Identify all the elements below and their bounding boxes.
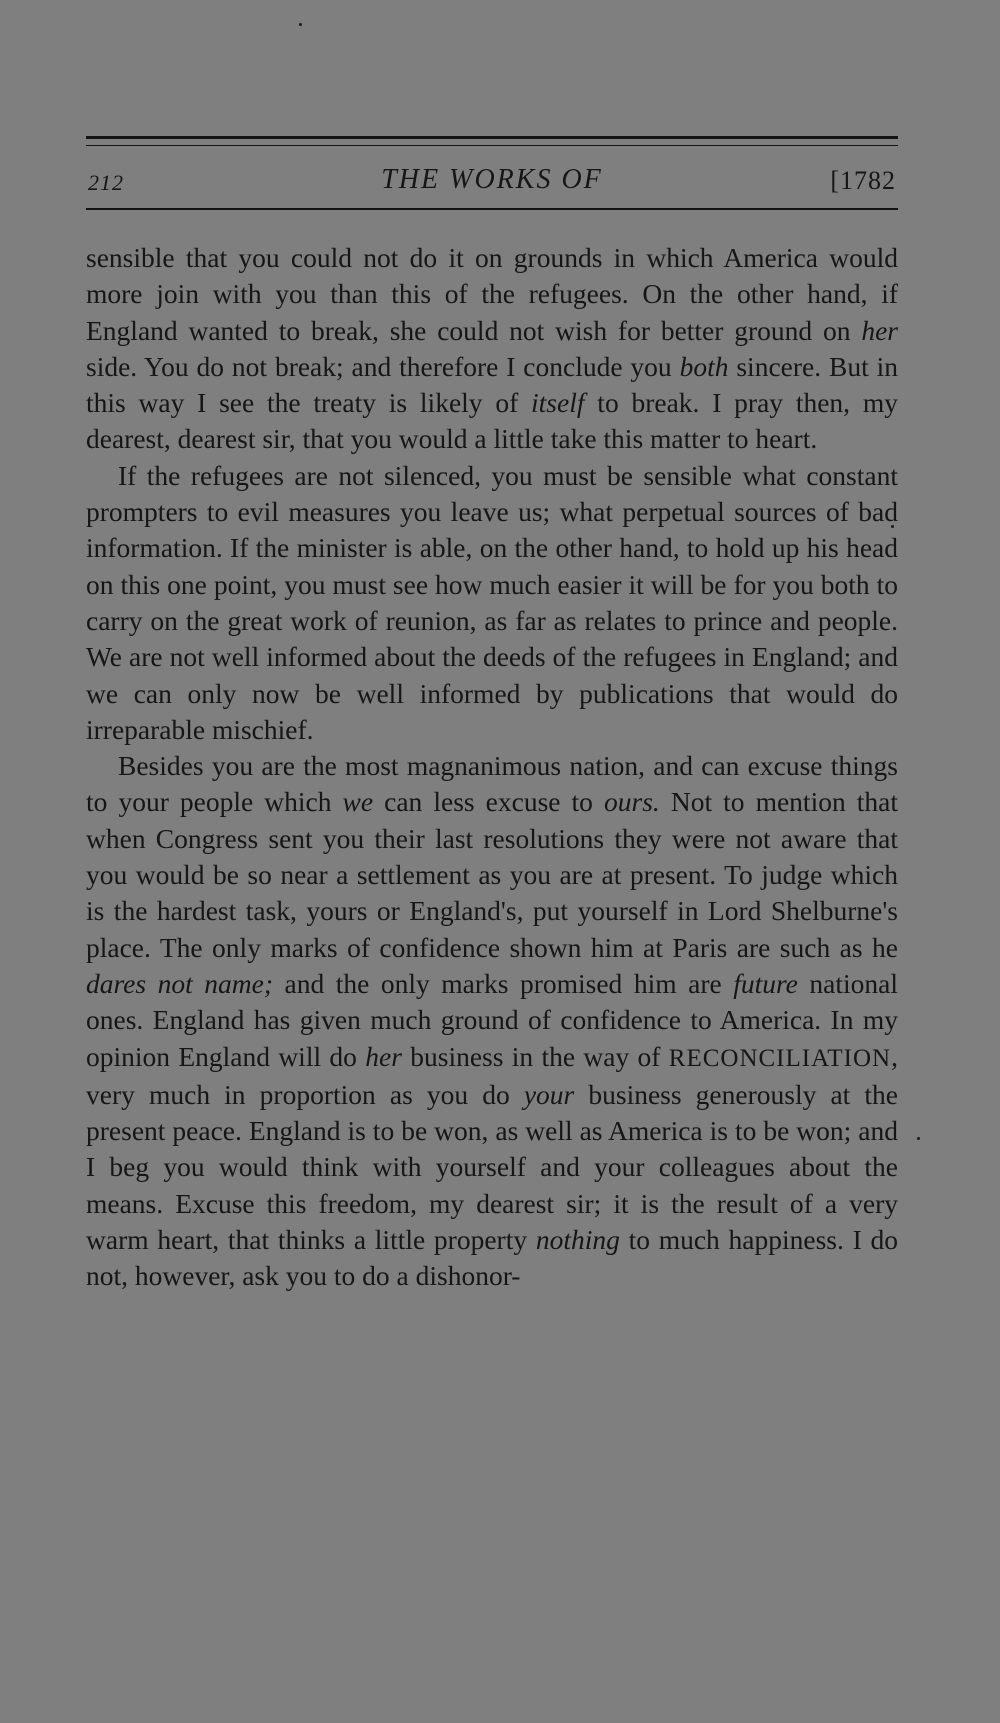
- italic-emphasis: nothing: [535, 1224, 620, 1256]
- paragraph: [86, 458, 898, 748]
- text-run: national ones. England has given much ground of confidence to America. In my opinion England will do: [86, 967, 898, 1072]
- text-run: Not to mention that when Congress sent you their last resolutions they were not aware that you would be so near a settlement as you are at present. To judge which is the hardest task, yours or England's, put yourself in Lord Shelburne's place. The only marks of confidence shown him at Paris are such as he: [86, 786, 899, 963]
- italic-emphasis: ours.: [604, 786, 660, 818]
- page-number: 212: [88, 170, 124, 195]
- year-marker: [1782: [830, 166, 896, 195]
- text-run: sincere. But in this way I see the treaty is likely of: [86, 350, 898, 419]
- body-text: [86, 240, 898, 1295]
- italic-emphasis: itself: [531, 387, 585, 419]
- small-caps-text: RECONCILIATION: [668, 1044, 892, 1072]
- header-rule-thick: [86, 136, 898, 139]
- text-run: to break. I pray then, my dearest, dearest sir, that you would a little take this matter to heart.: [86, 387, 898, 455]
- running-title: THE WORKS OF: [381, 164, 603, 195]
- text-run: business generously at the present peace. England is to be won, as well as America is to be won; and I beg you would think with yourself and your colleagues about the means. Excuse this freedom, my dearest sir; it is the result of a very warm heart, that thinks a little property: [86, 1078, 898, 1256]
- italic-emphasis: her: [365, 1040, 402, 1072]
- book-page: [86, 136, 898, 1295]
- italic-emphasis: her: [861, 314, 898, 346]
- ink-speck: [299, 23, 302, 26]
- text-run: and the only marks promised him are: [272, 967, 734, 999]
- text-run: sensible that you could not do it on grounds in which America would more join with you than this of the refugees. On the other hand, if England wanted to break, she could not wish for better ground on: [86, 242, 898, 346]
- header-rule-bottom: [86, 208, 898, 210]
- italic-emphasis: future: [733, 967, 798, 999]
- text-run: can less excuse to: [373, 786, 604, 818]
- italic-emphasis: both: [679, 350, 729, 382]
- text-run: , very much in proportion as you do: [86, 1040, 898, 1110]
- italic-emphasis: your: [523, 1078, 575, 1110]
- running-head: [86, 160, 898, 206]
- text-run: business in the way of: [401, 1040, 669, 1072]
- paragraph: [86, 748, 898, 1294]
- text-run: Besides you are the most magnanimous nation, and can excuse things to your people which: [86, 750, 898, 818]
- text-run: side. You do not break; and therefore I conclude you: [86, 350, 680, 382]
- italic-emphasis: dares not name;: [86, 967, 273, 999]
- paragraph: [86, 240, 898, 458]
- italic-emphasis: we: [342, 786, 374, 818]
- text-run: to much happiness. I do not, however, ask you to do a dishonor-: [86, 1224, 898, 1292]
- header-rule-thin: [86, 145, 898, 146]
- ink-speck: [917, 1137, 920, 1140]
- text-run: If the refugees are not silenced, you must be sensible what constant prompters to evil measures you leave us; what perpetual sources of bad information. If the minister is able, on the other hand, to hold up his head on this one point, you must see how much easier it will be for you both to carry on the great work of reunion, as far as relates to prince and people. We are not well informed about the deeds of the refugees in England; and we can only now be well informed by publications that would do irreparable mischief.: [86, 459, 898, 745]
